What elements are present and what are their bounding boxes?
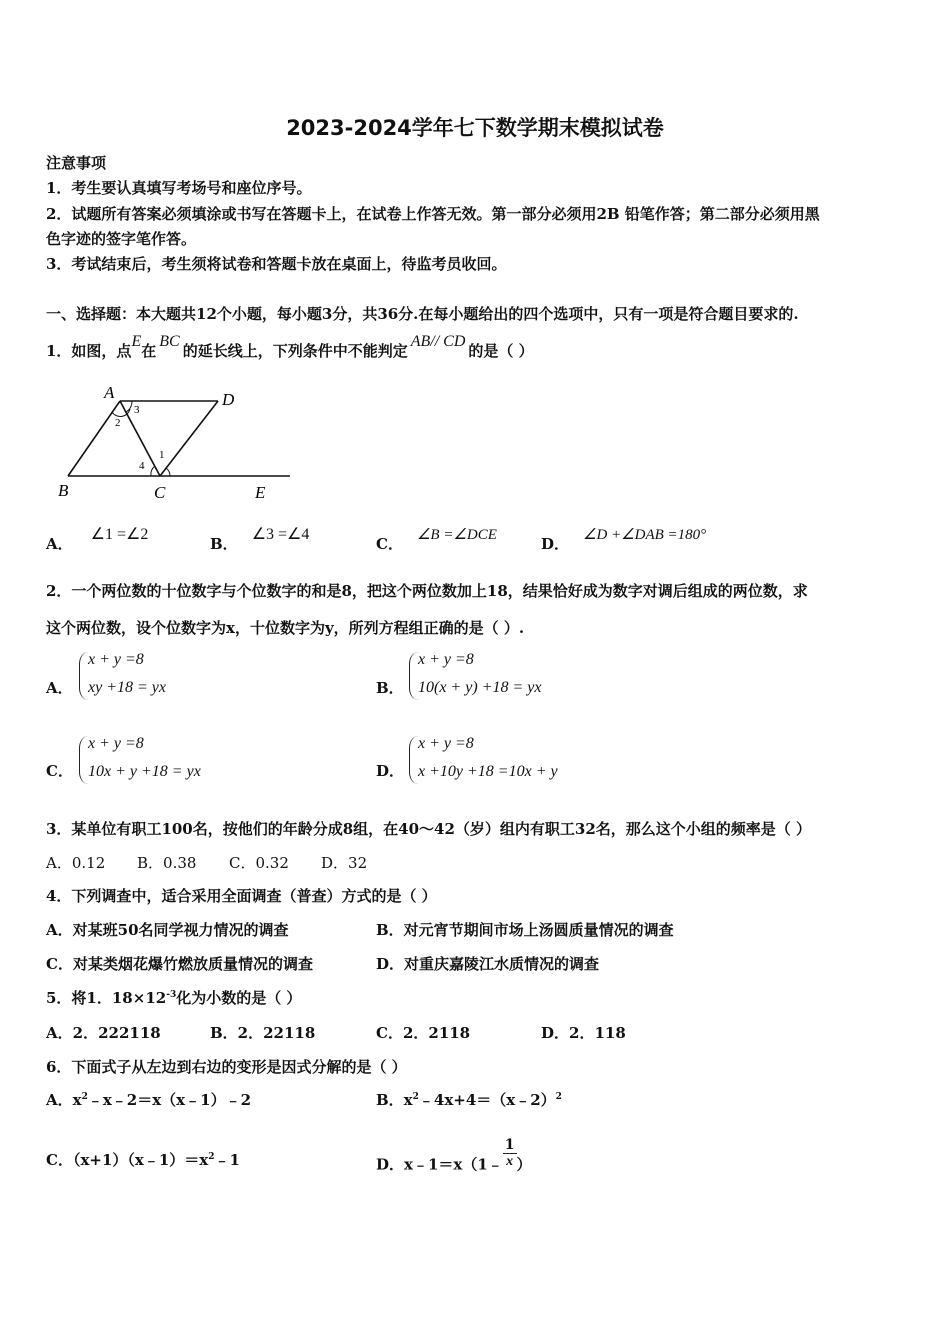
angle-arc <box>151 466 155 476</box>
brace-icon <box>409 652 418 700</box>
q2-c-eq2: 10x + y +18 = yx <box>88 763 201 780</box>
notice-heading: 注意事项 <box>46 154 107 172</box>
q2-d-eq1: x + y =8 <box>418 735 474 752</box>
question-6: 6．下面式子从左边到右边的变形是因式分解的是（ ） <box>46 1058 407 1076</box>
angle-label-4: 4 <box>139 460 145 472</box>
q2-option-b-label: B． <box>376 679 404 697</box>
notice-item: 2．试题所有答案必须填涂或书写在答题卡上，在试卷上作答无效。第一部分必须用2B 铅笔作答；第二部分必须用黑 <box>46 205 820 223</box>
q2-a-eq2: xy +18 = yx <box>88 679 166 696</box>
notice-item: 1．考生要认真填写考场号和座位序号。 <box>46 179 312 197</box>
q2-b-eq1: x + y =8 <box>418 651 474 668</box>
q1-option-c: C． ∠B =∠DCE <box>376 527 497 553</box>
q3-option-b: B．0.38 <box>137 854 197 872</box>
q1-option-d: D． ∠D +∠DAB =180° <box>541 527 707 553</box>
q6-option-c: C．$(x+1)(x﹣1)=x^2﹣1$ <box>46 1151 240 1169</box>
question-2: 2．一个两位数的十位数字与个位数字的和是8，把这个两位数加上18，结果恰好成为数字对调后组成的两位数，求 <box>46 582 808 600</box>
q1-figure <box>50 382 310 504</box>
q1-parallel: AB// CD <box>410 333 466 350</box>
vertex-e: E <box>255 483 266 502</box>
vertex-b: B <box>58 481 69 500</box>
brace-icon <box>409 736 418 784</box>
fraction: $\frac{1}{x}$ <box>504 1137 515 1169</box>
section-heading: 一、选择题：本大题共12个小题，每小题3分，共36分.在每小题给出的四个选项中，只有一项是符合题目要求的. <box>46 305 799 323</box>
q1-text: 在 <box>141 342 157 360</box>
angle-label-1: 1 <box>159 449 165 461</box>
vertex-c: C <box>154 483 166 502</box>
angle-label-2: 2 <box>115 417 121 429</box>
q3-option-d: D．32 <box>321 854 368 872</box>
q6-option-a: A．$x^2﹣x﹣2=x(x﹣1)﹣2$ <box>46 1091 251 1109</box>
notice-item: 3．考试结束后，考生须将试卷和答题卡放在桌面上，待监考员收回。 <box>46 255 507 273</box>
angle-label-3: 3 <box>134 404 140 416</box>
question-4: 4．下列调查中，适合采用全面调查（普查）方式的是（ ） <box>46 887 437 905</box>
segment-cd <box>160 401 218 476</box>
q3-option-c: C．0.32 <box>229 854 289 872</box>
q4-option-d: D．对重庆嘉陵江水质情况的调查 <box>376 955 600 973</box>
q5-option-d: D．2．118 <box>541 1024 626 1042</box>
q5-option-b: B．2．22118 <box>210 1024 316 1042</box>
q1-text: 的延长线上，下列条件中不能判定 <box>182 342 408 360</box>
angle-arc <box>166 468 170 476</box>
question-1 <box>46 333 534 361</box>
q1-text: 的是（ ） <box>468 342 534 360</box>
q6-option-b: B．$x^2﹣4x+4=(x﹣2)^2$ <box>376 1091 562 1109</box>
notice-item: 色字迹的签字笔作答。 <box>46 230 197 248</box>
q2-option-c-label: C． <box>46 762 73 780</box>
question-2-cont: 这个两位数，设个位数字为x，十位数字为y，所列方程组正确的是（ ）. <box>46 619 525 637</box>
q5-option-a: A．2．222118 <box>46 1024 161 1042</box>
q2-option-d-label: D． <box>376 762 405 780</box>
q1-option-b: B．∠3 =∠4 <box>210 526 310 553</box>
q5-option-c: C．2．2118 <box>376 1024 471 1042</box>
q1-text: 1．如图，点 <box>46 342 132 360</box>
question-3: 3．某单位有职工100名，按他们的年龄分成8组，在40～42（岁）组内有职工32名，那么这个小组的频率是（ ） <box>46 820 812 838</box>
page-title: 2023-2024学年七下数学期末模拟试卷 <box>286 116 664 140</box>
q1-segment-bc: BC <box>159 333 180 350</box>
q2-option-a-label: A． <box>46 679 73 697</box>
q4-option-c: C．对某类烟花爆竹燃放质量情况的调查 <box>46 955 313 973</box>
q2-a-eq1: x + y =8 <box>88 651 144 668</box>
q1-point-e: E <box>131 333 142 350</box>
vertex-d: D <box>222 390 235 409</box>
q2-d-eq2: x +10y +18 =10x + y <box>418 763 558 780</box>
brace-icon <box>79 736 88 784</box>
question-5: 5．将1．$18\times 12^{-3}$化为小数的是（ ） <box>46 989 302 1007</box>
vertex-a: A <box>104 383 115 402</box>
q3-option-a: A．0.12 <box>46 854 106 872</box>
q6-option-d: D．x﹣1＝x（1﹣ $\frac{1}{x}$ ） <box>376 1137 532 1174</box>
q4-option-b: B．对元宵节期间市场上汤圆质量情况的调查 <box>376 921 674 939</box>
brace-icon <box>79 652 88 700</box>
q4-option-a: A．对某班50名同学视力情况的调查 <box>46 921 289 939</box>
angle-arc <box>126 401 132 412</box>
q1-option-a: A．∠1 =∠2 <box>46 526 149 553</box>
q2-b-eq2: 10(x + y) +18 = yx <box>418 679 542 696</box>
q2-c-eq1: x + y =8 <box>88 735 144 752</box>
